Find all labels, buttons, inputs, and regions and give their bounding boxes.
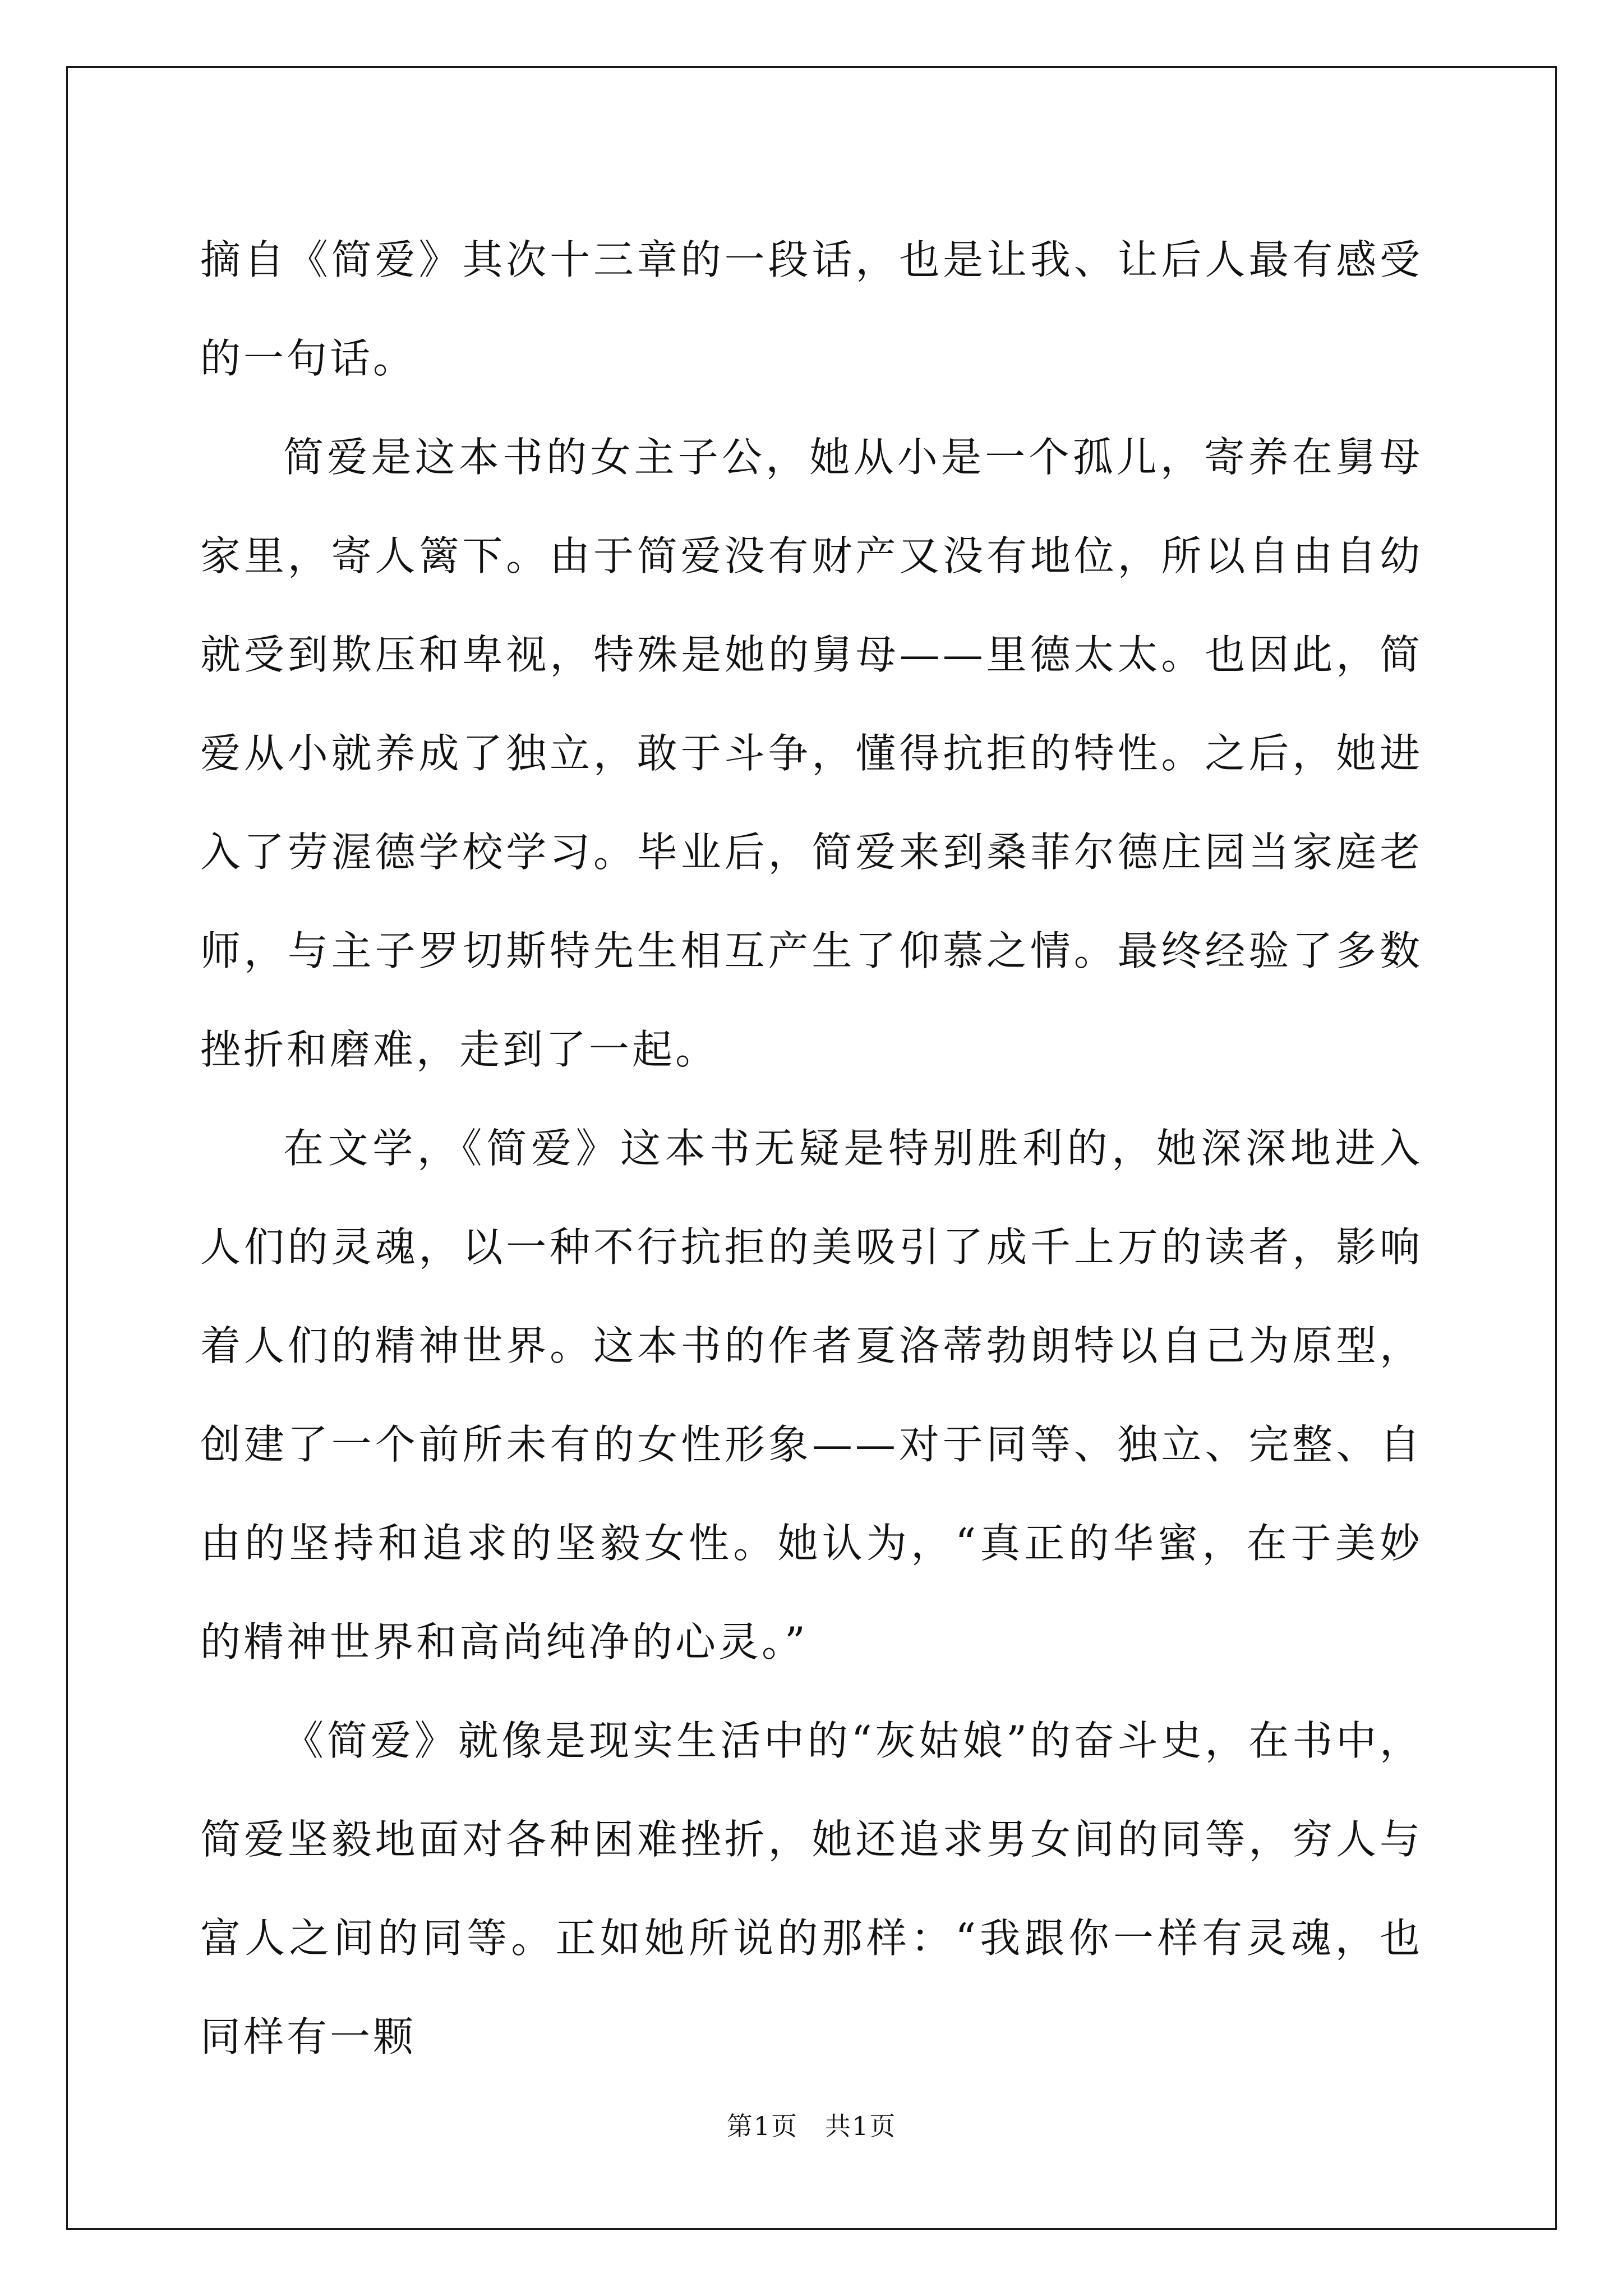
paragraph-3: 在文学，《简爱》这本书无疑是特别胜利的，她深深地进入人们的灵魂，以一种不行抗拒的美吸引了成千上万的读者，影响着人们的精神世界。这本书的作者夏洛蒂勃朗特以自己为原型，创建了一个前所未有的女性形象——对于同等、独立、完整、自由的坚持和追求的坚毅女性。她认为，“真正的华蜜，在于美妙的精神世界和高尚纯净的心灵。” <box>200 1125 1423 1665</box>
paragraph-4: 《简爱》就像是现实生活中的“灰姑娘”的奋斗史，在书中，简爱坚毅地面对各种困难挫折，她还追求男女间的同等，穷人与富人之间的同等。正如她所说的那样：“我跟你一样有灵魂，也同样有一颗 <box>200 1717 1423 2060</box>
page-number-footer: 第1页 共1页 <box>726 2111 897 2141</box>
document-body <box>200 210 1423 2086</box>
paragraph-2: 简爱是这本书的女主子公，她从小是一个孤儿，寄养在舅母家里，寄人篱下。由于简爱没有财产又没有地位，所以自由自幼就受到欺压和卑视，特殊是她的舅母——里德太太。也因此，简爱从小就养成了独立，敢于斗争，懂得抗拒的特性。之后，她进入了劳渥德学校学习。毕业后，简爱来到桑菲尔德庄园当家庭老师，与主子罗切斯特先生相互产生了仰慕之情。最终经验了多数挫折和磨难，走到了一起。 <box>200 434 1423 1073</box>
paragraph-1: 摘自《简爱》其次十三章的一段话，也是让我、让后人最有感受的一句话。 <box>200 236 1423 382</box>
